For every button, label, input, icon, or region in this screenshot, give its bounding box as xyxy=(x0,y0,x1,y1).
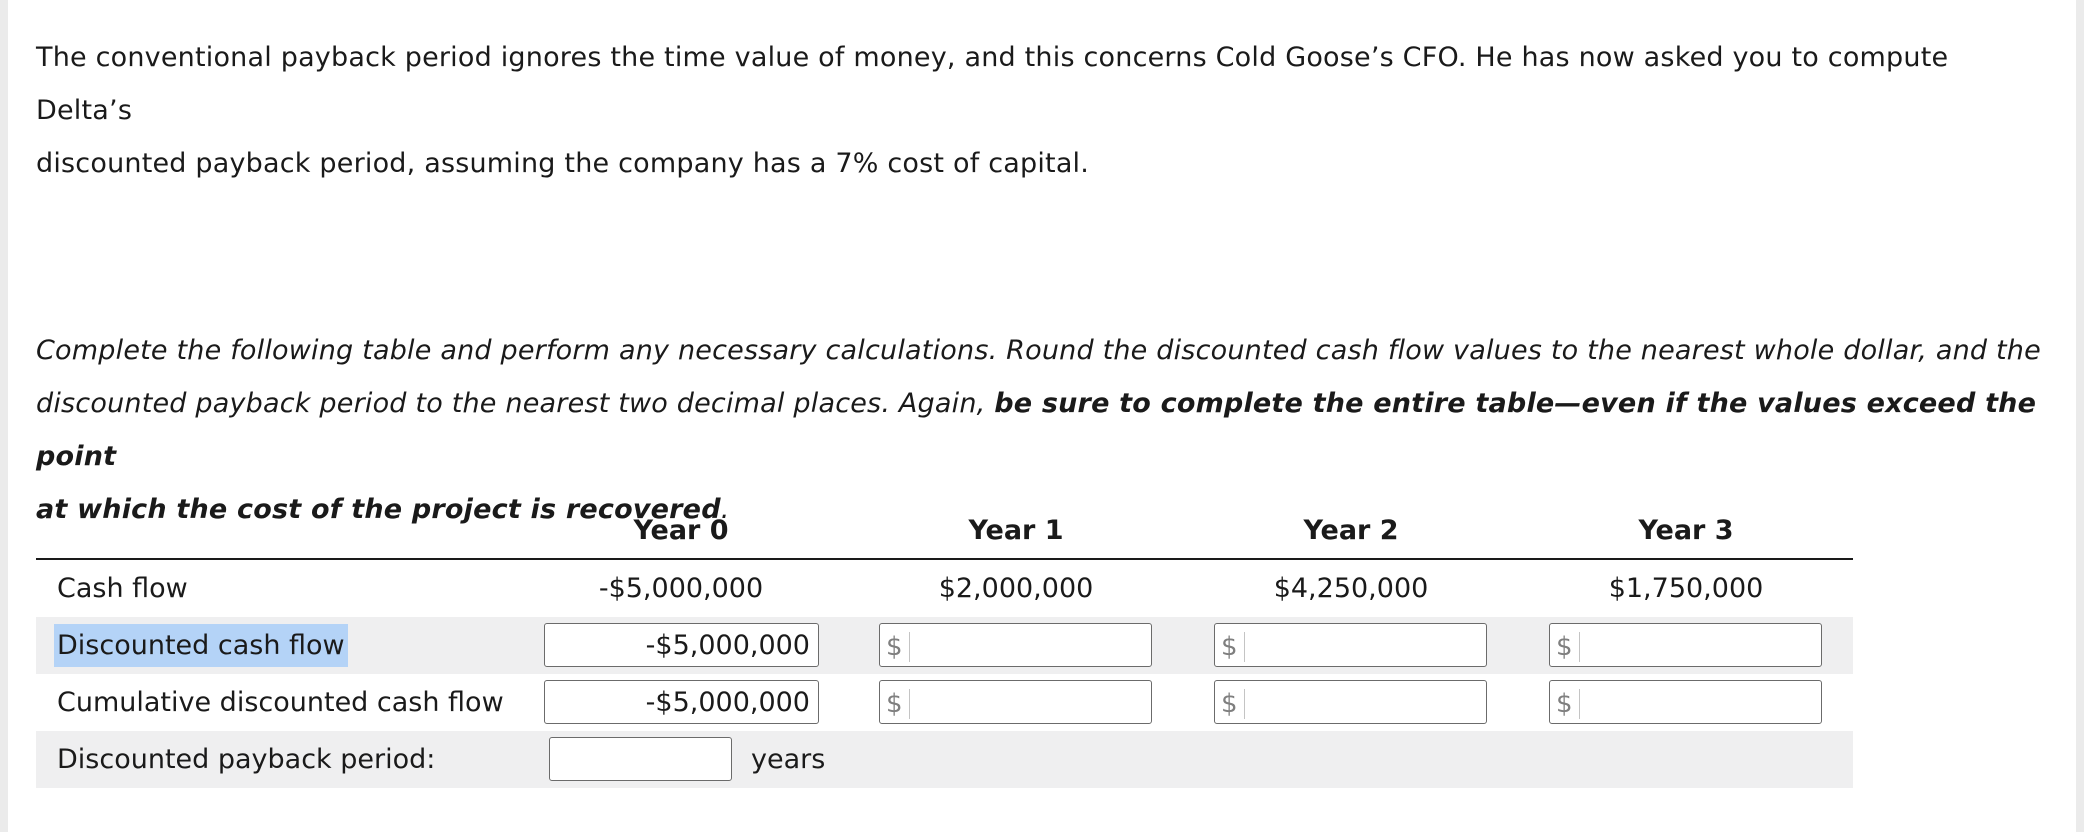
dollar-prefix: $ xyxy=(886,632,910,662)
instructions-period: . xyxy=(720,494,730,525)
years-unit-label: years xyxy=(751,744,826,775)
discounted-cash-flow-row xyxy=(36,617,1853,674)
intro-line-1: The conventional payback period ignores the time value of money, and this concerns Cold Goose’s CFO. He has now asked you to compute Delta’s xyxy=(36,42,1949,126)
dollar-prefix: $ xyxy=(1556,689,1580,719)
discounted-cash-flow-year-0-input[interactable]: -$5,000,000 xyxy=(544,623,819,667)
right-frame-border xyxy=(2076,0,2084,832)
instructions-line-1: Complete the following table and perform any necessary calculations. Round the discounted cash flow values to the nearest whole dollar, and the xyxy=(36,335,2041,366)
dollar-prefix: $ xyxy=(1556,632,1580,662)
intro-line-2: discounted payback period, assuming the company has a 7% cost of capital. xyxy=(36,148,1090,179)
discounted-cash-flow-year-3-input[interactable] xyxy=(1549,623,1822,667)
header-year-3: Year 3 xyxy=(1638,515,1734,546)
header-year-0: Year 0 xyxy=(633,515,729,546)
discounted-payback-input[interactable] xyxy=(549,737,732,781)
cash-flow-label: Cash flow xyxy=(57,573,188,604)
header-year-1: Year 1 xyxy=(968,515,1064,546)
cumulative-year-0-input[interactable]: -$5,000,000 xyxy=(544,680,819,724)
table-header-row xyxy=(36,505,1853,560)
cumulative-year-1-input[interactable] xyxy=(879,680,1152,724)
dollar-prefix: $ xyxy=(1221,632,1245,662)
left-frame-border xyxy=(0,0,8,832)
cumulative-year-2-input[interactable] xyxy=(1214,680,1487,724)
cumulative-year-3-input[interactable] xyxy=(1549,680,1822,724)
instructions-emphasis-1: be sure to complete the entire table—even if the values exceed the point xyxy=(36,388,2037,472)
discounted-cash-flow-label-text: Discounted cash flow xyxy=(54,624,348,667)
intro-paragraph xyxy=(36,31,2046,190)
discounted-cash-flow-year-2-input[interactable] xyxy=(1214,623,1487,667)
instructions-line-2-text: discounted payback period to the nearest two decimal places. Again, xyxy=(36,388,995,419)
cash-flow-year-0: -$5,000,000 xyxy=(598,573,764,604)
discounted-cash-flow-label xyxy=(57,630,348,661)
header-year-2: Year 2 xyxy=(1303,515,1399,546)
cumulative-discounted-cash-flow-label: Cumulative discounted cash flow xyxy=(57,687,504,718)
cumulative-discounted-cash-flow-row xyxy=(36,674,1853,731)
cash-flow-year-2: $4,250,000 xyxy=(1273,573,1429,604)
dollar-prefix: $ xyxy=(1221,689,1245,719)
cash-flow-row xyxy=(36,560,1853,617)
discounted-payback-label: Discounted payback period: xyxy=(57,744,436,775)
discounted-cash-flow-year-1-input[interactable] xyxy=(879,623,1152,667)
dollar-prefix: $ xyxy=(886,689,910,719)
cash-flow-year-3: $1,750,000 xyxy=(1608,573,1764,604)
instructions-line-2 xyxy=(36,377,2046,483)
cash-flow-year-1: $2,000,000 xyxy=(938,573,1094,604)
discounted-payback-row xyxy=(36,731,1853,788)
instructions-emphasis-2: at which the cost of the project is recovered xyxy=(36,494,721,525)
